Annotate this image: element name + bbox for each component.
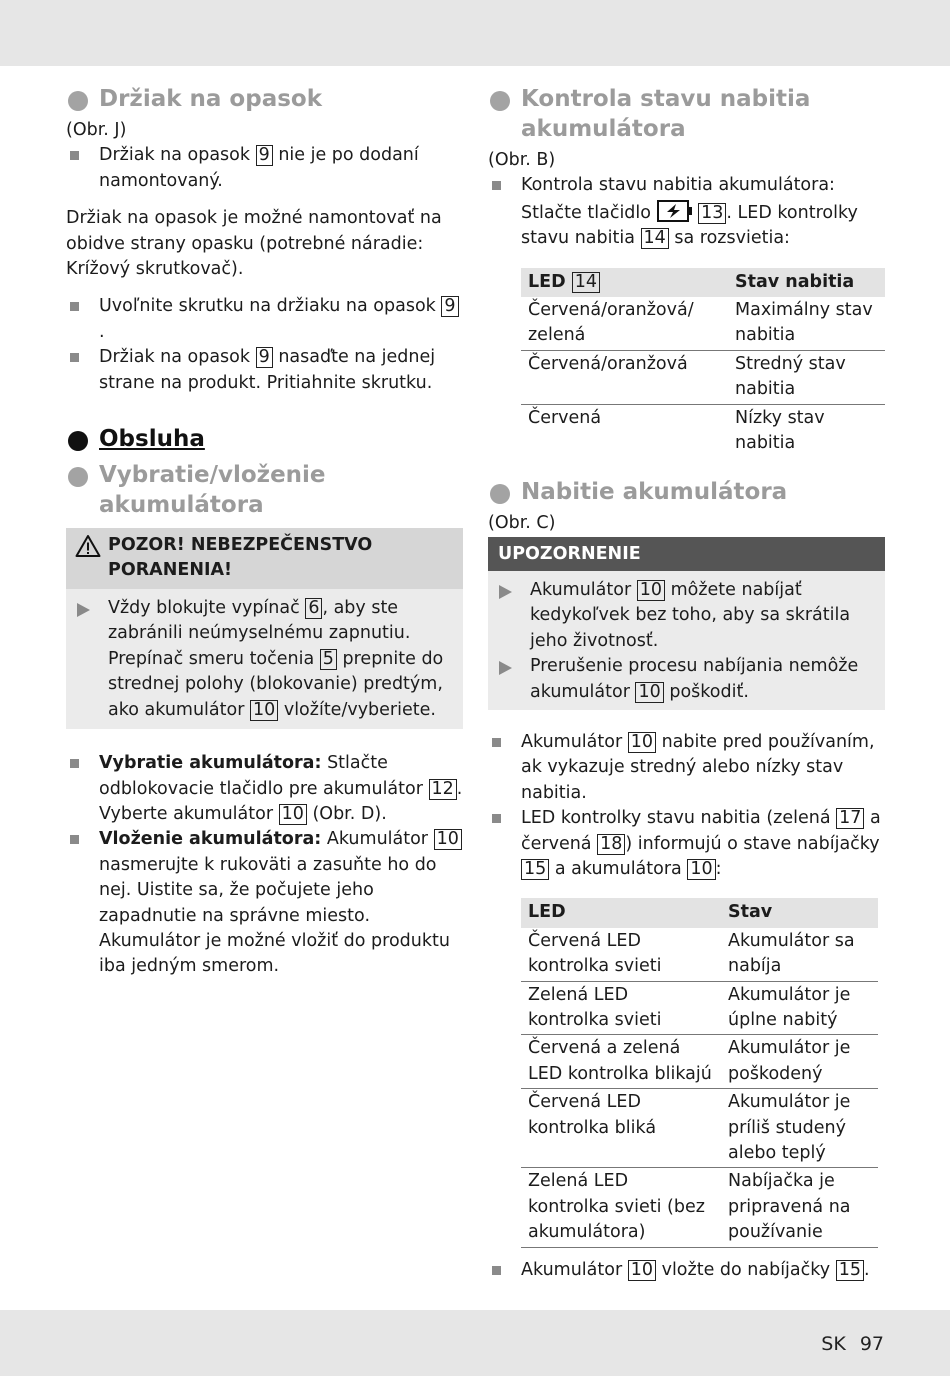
warning-title [66, 528, 463, 589]
list-item [66, 751, 463, 827]
text: Držiak na opasok [99, 145, 251, 166]
text: Akumulátor [530, 579, 632, 600]
part-number: 10 [637, 580, 665, 601]
heading-battery-removal [66, 460, 463, 520]
square-bullet-icon [70, 759, 79, 768]
text: Nízky stav nabitia [735, 407, 825, 454]
text: : [715, 858, 722, 879]
text: ) informujú o stave nabíjačky [625, 833, 880, 854]
part-number: 10 [628, 1260, 656, 1281]
table-row [521, 928, 878, 981]
table-header: LED [521, 898, 721, 927]
text: POZOR! NEBEZPEČENSTVO PORANENIA! [108, 535, 373, 581]
part-number: 13 [698, 203, 726, 224]
text: Červená [528, 407, 602, 428]
part-number: 10 [434, 829, 462, 850]
part-number: 10 [279, 804, 307, 825]
part-number: 14 [572, 272, 600, 293]
header-bar [0, 0, 950, 66]
text: (Obr. D). [312, 803, 387, 824]
text: Akumulátor je možné vložiť do produktu iba jedným smerom. [99, 930, 450, 977]
table-row [521, 1168, 878, 1247]
part-number: 14 [641, 228, 669, 249]
text: sa rozsvietia: [674, 228, 790, 249]
text: Vloženie akumulátora: [99, 829, 322, 850]
part-number: 9 [256, 145, 273, 166]
figure-ref: (Obr. C) [488, 513, 556, 534]
text: Prerušenie procesu nabíjania nemôže akumulátor [530, 656, 859, 702]
bullet-dot-icon [68, 91, 88, 111]
text: prepnite do strednej polohy (blokovanie) predtým, ako akumulátor [108, 648, 444, 720]
warning-triangle-icon [75, 534, 101, 558]
square-bullet-icon [70, 353, 79, 362]
notice-title: UPOZORNENIE [488, 537, 885, 571]
text: nasaďte na jednej strane na produkt. Pritiahnite skrutku. [99, 347, 436, 393]
language-code: SK [821, 1333, 846, 1355]
text: Kontrola stavu nabitia akumulátora: Stlačte tlačidlo [521, 175, 835, 223]
text: Držiak na opasok [99, 86, 323, 112]
text: Obsluha [99, 426, 205, 453]
footer-bar [0, 1310, 950, 1376]
square-bullet-icon [70, 151, 79, 160]
page-number-value: 97 [859, 1333, 884, 1355]
text: Nabitie akumulátora [521, 479, 788, 506]
text: Akumulátor je úplne nabitý [721, 981, 878, 1035]
text: Červená/oranžová/ zelená [521, 297, 728, 350]
text: a akumulátora [554, 858, 682, 879]
part-number: 15 [836, 1260, 864, 1281]
heading-operation [66, 424, 463, 454]
table-row [521, 404, 885, 457]
part-number: 12 [429, 779, 457, 800]
text: Stlačte odblokovacie tlačidlo pre akumulátor [99, 753, 423, 799]
left-column [66, 78, 463, 980]
part-number: 10 [635, 682, 663, 703]
text: Vybratie akumulátora: [99, 753, 322, 774]
text: Zelená LED kontrolka svieti [521, 981, 721, 1035]
list-item [497, 654, 875, 705]
square-bullet-icon [492, 1266, 501, 1275]
part-number: 18 [597, 834, 625, 855]
text: Stredný stav nabitia [728, 350, 885, 404]
text: Červená/oranžová [521, 350, 728, 404]
text: Držiak na opasok [99, 347, 251, 368]
square-bullet-icon [70, 835, 79, 844]
arrow-bullet-icon [499, 661, 512, 675]
text: , aby ste zabránili neúmyselnému zapnutiu. Prepínač smeru točenia [108, 598, 411, 669]
bullet-dot-icon [490, 91, 510, 111]
text: Maximálny stav nabitia [728, 297, 885, 350]
part-number: 10 [250, 700, 278, 721]
table-header: Stav [721, 898, 878, 927]
text: Akumulátor je príliš studený alebo teplý [721, 1089, 878, 1168]
arrow-bullet-icon [77, 603, 90, 617]
figure-ref: (Obr. J) [66, 120, 127, 140]
table-row [521, 350, 885, 404]
text: Nabíjačka je pripravená na používanie [721, 1168, 878, 1247]
text: Akumulátor [521, 731, 623, 752]
text: Uvoľnite skrutku na držiaku na opasok [99, 296, 436, 317]
notice-box [488, 537, 885, 710]
list-item [488, 1258, 885, 1283]
text: Akumulátor je poškodený [721, 1035, 878, 1089]
charge-level-table [521, 268, 885, 458]
text: poškodiť. [669, 681, 749, 702]
right-column [488, 78, 885, 1283]
warning-box [66, 528, 463, 729]
text: LED [528, 271, 566, 292]
heading-charge-check [488, 84, 885, 144]
part-number: 15 [521, 859, 549, 880]
heading-belt-clip [66, 84, 463, 114]
heading-charging [488, 477, 885, 507]
text: Červená a zelená LED kontrolka blikajú [521, 1035, 721, 1089]
battery-charge-button-icon [657, 199, 693, 223]
list-item [66, 345, 463, 396]
text: Akumulátor [521, 1259, 623, 1280]
table-header [521, 268, 728, 297]
list-item [66, 294, 463, 345]
table-header: Stav nabitia [728, 268, 885, 297]
page-number [821, 1333, 884, 1355]
square-bullet-icon [70, 302, 79, 311]
text: . [99, 321, 105, 342]
square-bullet-icon [492, 181, 501, 190]
text: nabite pred používaním, ak vykazuje stredný alebo nízky stav nabitia. [521, 731, 875, 803]
table-row [521, 297, 885, 350]
list-item [75, 596, 453, 723]
text: . [864, 1259, 870, 1280]
square-bullet-icon [492, 814, 501, 823]
table-row [521, 981, 878, 1035]
text: môžete nabíjať kedykoľvek bez toho, aby sa skrátila jeho životnosť. [530, 579, 851, 651]
square-bullet-icon [492, 738, 501, 747]
text: vložíte/vyberiete. [283, 699, 436, 720]
part-number: 10 [628, 732, 656, 753]
part-number: 17 [836, 808, 864, 829]
bullet-dot-icon [490, 484, 510, 504]
text: LED kontrolky stavu nabitia (zelená [521, 808, 831, 829]
text: Akumulátor sa nabíja [721, 928, 878, 981]
text: nie je po dodaní namontovaný. [99, 145, 419, 191]
list-item [66, 143, 463, 194]
text: a červená [521, 808, 881, 854]
part-number: 9 [441, 296, 458, 317]
part-number: 10 [687, 859, 715, 880]
bullet-dot-icon [68, 431, 88, 451]
table-row [521, 1035, 878, 1089]
text: nasmerujte k rukoväti a zasuňte ho do nej. Uistite sa, že počujete jeho zapadnutie na správne miesto. [99, 854, 437, 926]
list-item [488, 173, 885, 251]
list-item [66, 827, 463, 979]
list-item [488, 806, 885, 882]
charger-status-table [521, 898, 878, 1247]
text: Kontrola stavu nabitia akumulátora [521, 86, 811, 142]
text: Zelená LED kontrolka svieti (bez akumulátora) [521, 1168, 721, 1247]
text: vložte do nabíjačky [661, 1259, 831, 1280]
figure-ref: (Obr. B) [488, 150, 556, 170]
text: Vybratie/vloženie akumulátora [99, 462, 326, 519]
paragraph: Držiak na opasok je možné namontovať na obidve strany opasku (potrebné náradie: Krížový skrutkovač). [66, 208, 442, 280]
list-item [488, 730, 885, 806]
text: . LED kontrolky stavu nabitia [521, 202, 858, 249]
part-number: 5 [320, 649, 337, 670]
text: . Vyberte akumulátor [99, 778, 463, 824]
bullet-dot-icon [68, 467, 88, 487]
part-number: 9 [256, 347, 273, 368]
text: Vždy blokujte vypínač [108, 598, 300, 619]
text: Červená LED kontrolka svieti [521, 928, 721, 981]
table-row [521, 1089, 878, 1168]
part-number: 6 [305, 598, 322, 619]
text: Červená LED kontrolka bliká [521, 1089, 721, 1168]
list-item [497, 578, 875, 654]
arrow-bullet-icon [499, 585, 512, 599]
text: Akumulátor [326, 829, 429, 850]
